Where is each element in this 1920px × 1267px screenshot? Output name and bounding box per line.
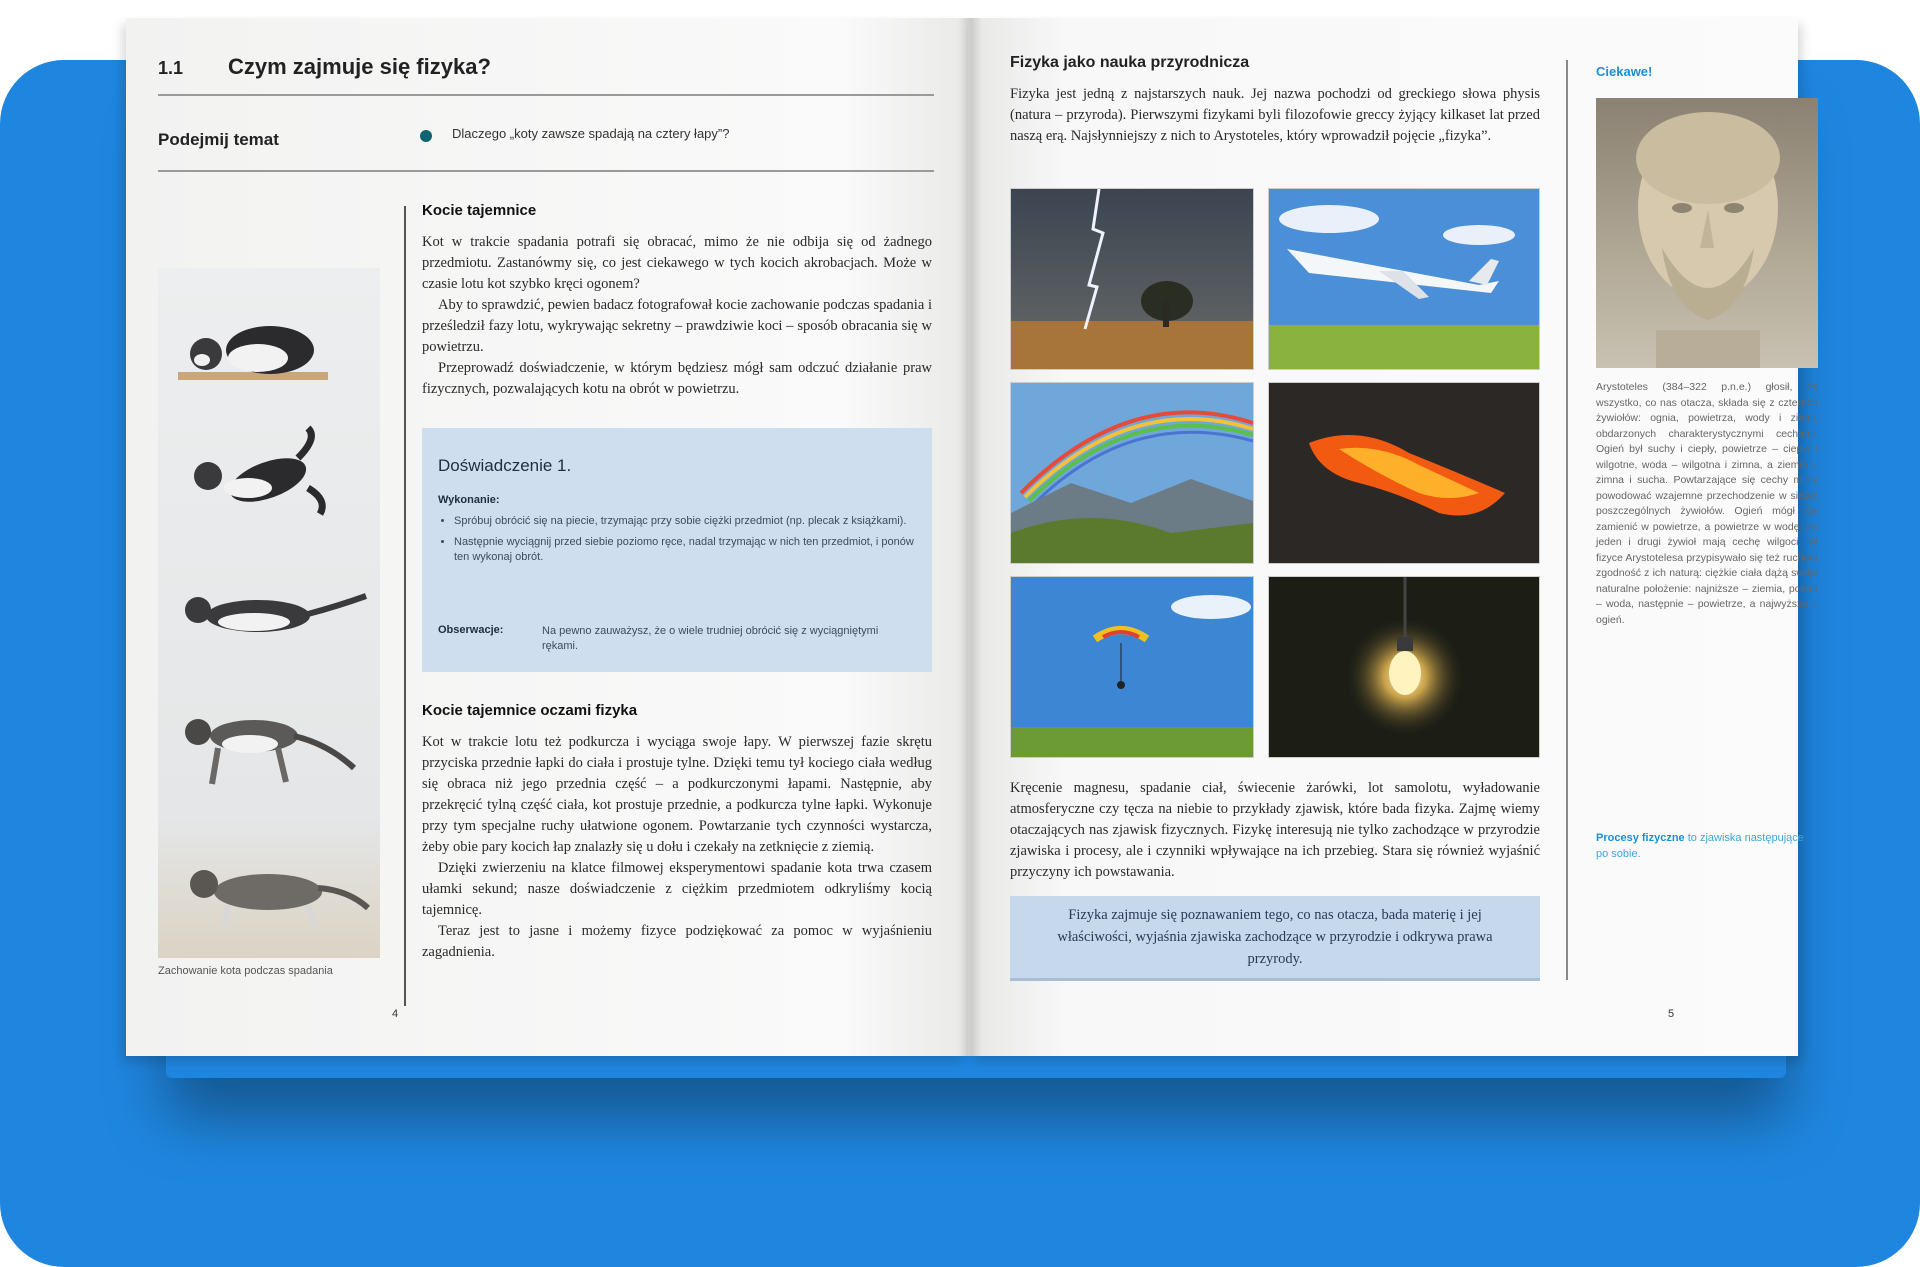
main-paragraph bbox=[1010, 778, 1540, 883]
paragraph: Dzięki zwierzeniu na klatce filmowej eksperymentowi spadanie kota trwa czasem ułamki sekund; nasze doświadczenie z ciężkim przedmiotem odkryliśmy kocią tajemnicę. bbox=[422, 860, 932, 918]
cat-frame-1 bbox=[158, 288, 380, 408]
observation-label: Obserwacje: bbox=[438, 624, 504, 636]
paragraph: Przeprowadź doświadczenie, w którym będziesz mógł sam odczuć działanie praw fizycznych, pozwalających kotu na obrót w powietrzu. bbox=[422, 360, 932, 397]
left-page bbox=[126, 18, 968, 1056]
experiment-step: • Spróbuj obrócić się na piecie, trzymając przy sobie ciężki przedmiot (np. plecak z książkami). bbox=[454, 514, 914, 529]
sidebar-rule bbox=[1566, 60, 1568, 980]
execution-label: Wykonanie: bbox=[438, 494, 500, 506]
experiment-steps bbox=[438, 514, 914, 571]
airplane-photo bbox=[1268, 188, 1540, 370]
intro-paragraph bbox=[1010, 84, 1540, 147]
cat-frame-5 bbox=[158, 828, 380, 948]
aristotle-bust-photo bbox=[1596, 98, 1818, 368]
column-rule bbox=[404, 206, 406, 1006]
paragraph: Fizyka jest jedną z najstarszych nauk. Jej nazwa pochodzi od greckiego słowa physis (natura – przyroda). Pierwszymi fizykami byli filozofowie greccy żyjący kilkaset lat przed naszą erą. Najsłynniejszy z nich to Arystoteles, który wprowadził pojęcie „fizyka”. bbox=[1010, 86, 1540, 144]
experiment-box bbox=[422, 428, 932, 672]
rainbow-photo bbox=[1010, 382, 1254, 564]
cat-frame-2 bbox=[158, 418, 380, 538]
light-bulb-photo bbox=[1268, 576, 1540, 758]
sidebar-note: Arystoteles (384–322 p.n.e.) głosił, że wszystko, co nas otacza, składa się z czterech żywiołów: ognia, powietrza, wody i ziemi, obdarzonych charakterystycznymi cechami. Ogień był suchy i ciepły, powietrze – ciepłe i wilgotne, woda – wilgotna i zimna, a ziemia – zimna i sucha. Powtarzające się cechy miały powodować wzajemne przechodzenie w siebie poszczególnych żywiołów. Ogień mógł się zamienić w powietrze, a powietrze w wodę, bo jeden i drugi żywioł mają cechę wilgoci. W fizyce Arystotelesa przypisywało się też ruchom zgodność z ich naturą: ciężkie ciała dążą swoje naturalne położenie: najniższe – ziemia, potem – woda, następnie – powietrze, a najwyższe – ogień. bbox=[1596, 381, 1818, 626]
definition-term: Procesy fizyczne bbox=[1596, 832, 1685, 844]
experiment-step: • Następnie wyciągnij przed siebie poziomo ręce, nadal trzymając w nich ten przedmiot, i ponów ten wykonaj obrót. bbox=[454, 535, 914, 565]
right-page bbox=[968, 18, 1818, 1056]
summary-box bbox=[1010, 896, 1540, 981]
sidebar-heading: Ciekawe! bbox=[1596, 64, 1653, 79]
chapter-number: 1.1 bbox=[158, 58, 184, 78]
paragraph: Teraz jest to jasne i możemy fizyce podziękować za pomoc w wyjaśnieniu zagadnienia. bbox=[422, 923, 932, 960]
section-body bbox=[422, 232, 932, 400]
topic-question: Dlaczego „koty zawsze spadają na cztery łapy”? bbox=[452, 126, 730, 141]
lightning-photo bbox=[1010, 188, 1254, 370]
lava-photo bbox=[1268, 382, 1540, 564]
section-heading: Fizyka jako nauka przyrodnicza bbox=[1010, 54, 1250, 71]
observation-text: Na pewno zauważysz, że o wiele trudniej obrócić się z wyciągniętymi rękami. bbox=[542, 625, 879, 652]
cat-frame-4 bbox=[158, 688, 380, 808]
paragraph: Aby to sprawdzić, pewien badacz fotografował kocie zachowanie podczas spadania i prześledził fazy lotu, wykrywając sekretny – prawdziwie koci – sposób obracania się w powietrzu. bbox=[422, 297, 932, 355]
topic-rule bbox=[158, 170, 934, 172]
photo-caption: Zachowanie kota podczas spadania bbox=[158, 965, 333, 977]
cat-sequence-photo bbox=[158, 268, 380, 958]
page-number: 5 bbox=[1668, 1008, 1675, 1020]
definition-text: to zjawiska następujące po sobie. bbox=[1596, 832, 1804, 860]
cat-frame-3 bbox=[158, 558, 380, 678]
paragraph: Kot w trakcie spadania potrafi się obracać, mimo że nie odbija się od żadnego przedmiotu. Zastanówmy się, co jest ciekawego w tych kocich akrobacjach. Może w czasie lotu kot szybko kręci ogonem? bbox=[422, 234, 932, 292]
paragraph: Kręcenie magnesu, spadanie ciał, świecenie żarówki, lot samolotu, wyładowanie atmosferyczne czy tęcza na niebie to przykłady zjawisk, które bada fizyka. Zajmę wiemy otaczających nas zjawisk fizycznych. Fizykę interesują nie tylko zachodzące w przyrodzie zjawiska i procesy, ale i czynniki wpływające na ich przebieg. Stara się również wyjaśnić przyczyny ich powstawania. bbox=[1010, 780, 1540, 880]
topic-label: Podejmij temat bbox=[158, 130, 279, 149]
summary-text: Fizyka zajmuje się poznawaniem tego, co nas otacza, bada materię i jej właściwości, wyjaśnia zjawiska zachodzące w przyrodzie i odkrywa prawa przyrody. bbox=[1057, 907, 1493, 967]
open-book bbox=[126, 18, 1818, 1056]
parachute-photo bbox=[1010, 576, 1254, 758]
page-number: 4 bbox=[392, 1008, 399, 1020]
section-heading: Kocie tajemnice oczami fizyka bbox=[422, 702, 638, 719]
experiment-title: Doświadczenie 1. bbox=[438, 456, 572, 475]
definition-note bbox=[1596, 830, 1818, 862]
chapter-title: Czym zajmuje się fizyka? bbox=[228, 54, 491, 79]
section-heading: Kocie tajemnice bbox=[422, 202, 537, 219]
header-rule bbox=[158, 94, 934, 96]
bullet-dot-icon bbox=[420, 130, 432, 142]
section-body bbox=[422, 732, 932, 963]
paragraph: Kot w trakcie lotu też podkurcza i wyciąga swoje łapy. W pierwszej fazie skrętu przyciska przednie łapki do ciała i prostuje tylne. Dzięki temu tył kociego ciała według się obraca niż jego przednia część – a podkurczonymi łapami. Następnie, aby przekręcić tylną część ciała, kot prostuje przednie, a podkurcza tylne łapki. Wykonuje przy tym specjalne ruchy ułatwione ogonem. Powtarzanie tych czynności wystarcza, żeby obie pary kocich łap znalazły się u dołu i czekały na zetknięcie z ziemią. bbox=[422, 734, 932, 855]
book-spine bbox=[958, 18, 982, 1056]
